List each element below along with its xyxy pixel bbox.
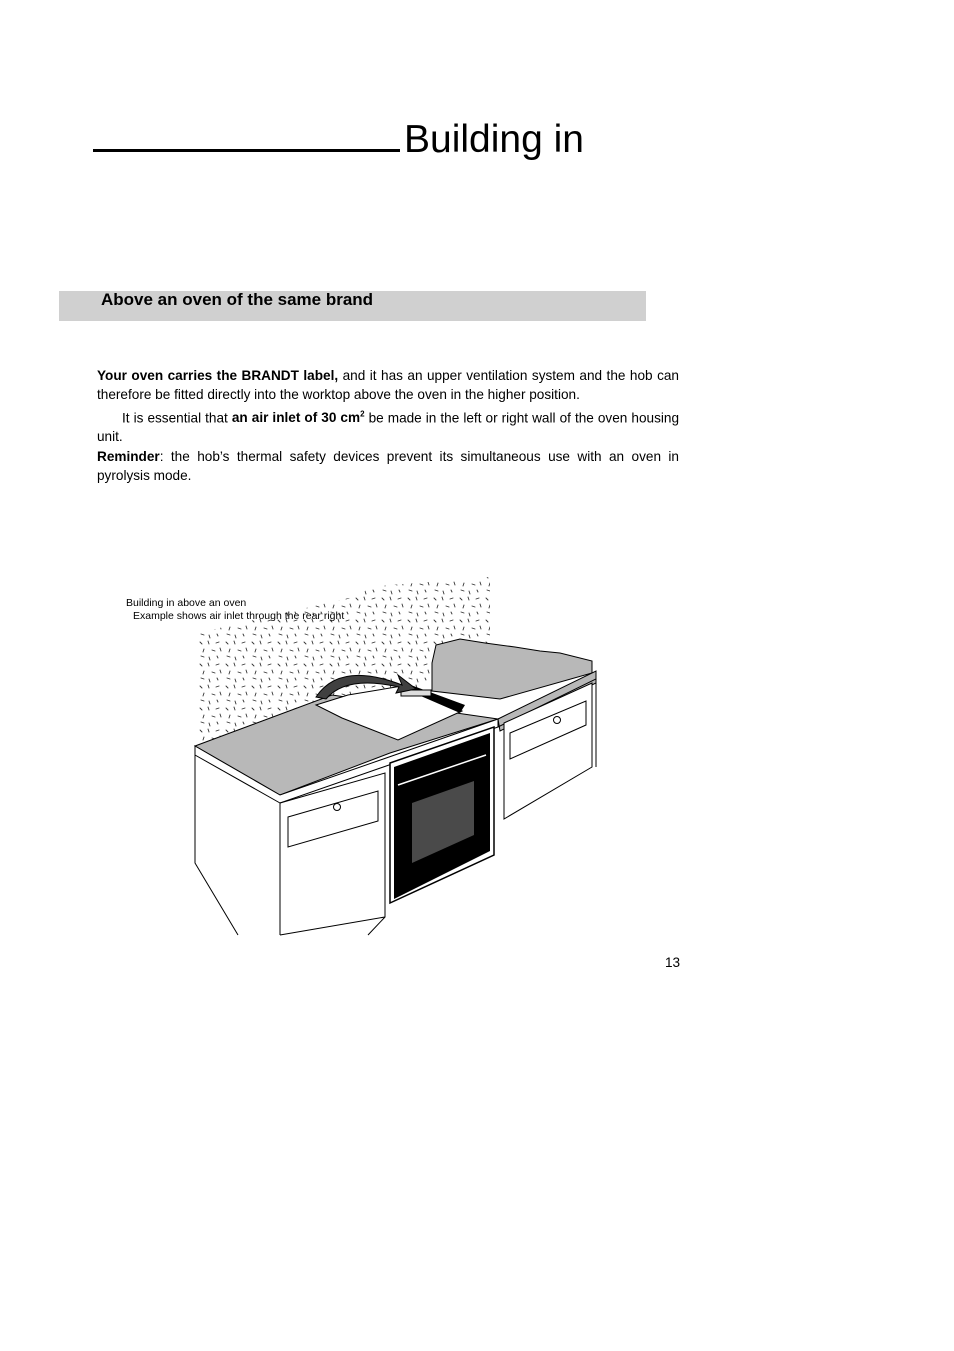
- building-in-illustration: [120, 573, 610, 938]
- section-header-bar: [59, 291, 646, 321]
- figure-caption-line1: Building in above an oven: [126, 597, 247, 609]
- air-inlet-start: It is essential that: [122, 410, 232, 426]
- reminder-bold: Reminder: [97, 448, 160, 464]
- kitchen-unit-drawing: [120, 573, 610, 938]
- figure-caption-line2: Example shows air inlet through the rear right: [133, 610, 345, 622]
- section-title: Above an oven of the same brand: [101, 290, 374, 309]
- brandt-label-text: and it has an upper ventilation system and the hob can therefore be fitted directly into the worktop above the oven in the higher position.: [97, 368, 679, 403]
- page-title: Building in: [404, 118, 584, 161]
- air-inlet-superscript: 2: [360, 409, 365, 419]
- paragraph-reminder: [97, 447, 679, 486]
- air-inlet-bold: [232, 410, 365, 425]
- body-text: [97, 366, 679, 485]
- brandt-label-bold: Your oven carries the BRANDT label,: [97, 368, 339, 383]
- paragraph-air-inlet: [97, 405, 679, 447]
- reminder-text: : the hob’s thermal safety devices prevent its simultaneous use with an oven in pyrolysis mode.: [97, 448, 679, 484]
- title-rule: [93, 149, 400, 152]
- air-inlet-rest: be made in the left or right wall of the oven housing unit.: [97, 410, 680, 445]
- paragraph-brandt-label: [97, 366, 679, 405]
- page-number: 13: [665, 955, 681, 970]
- air-inlet-bold-text: an air inlet of 30 cm: [231, 410, 361, 426]
